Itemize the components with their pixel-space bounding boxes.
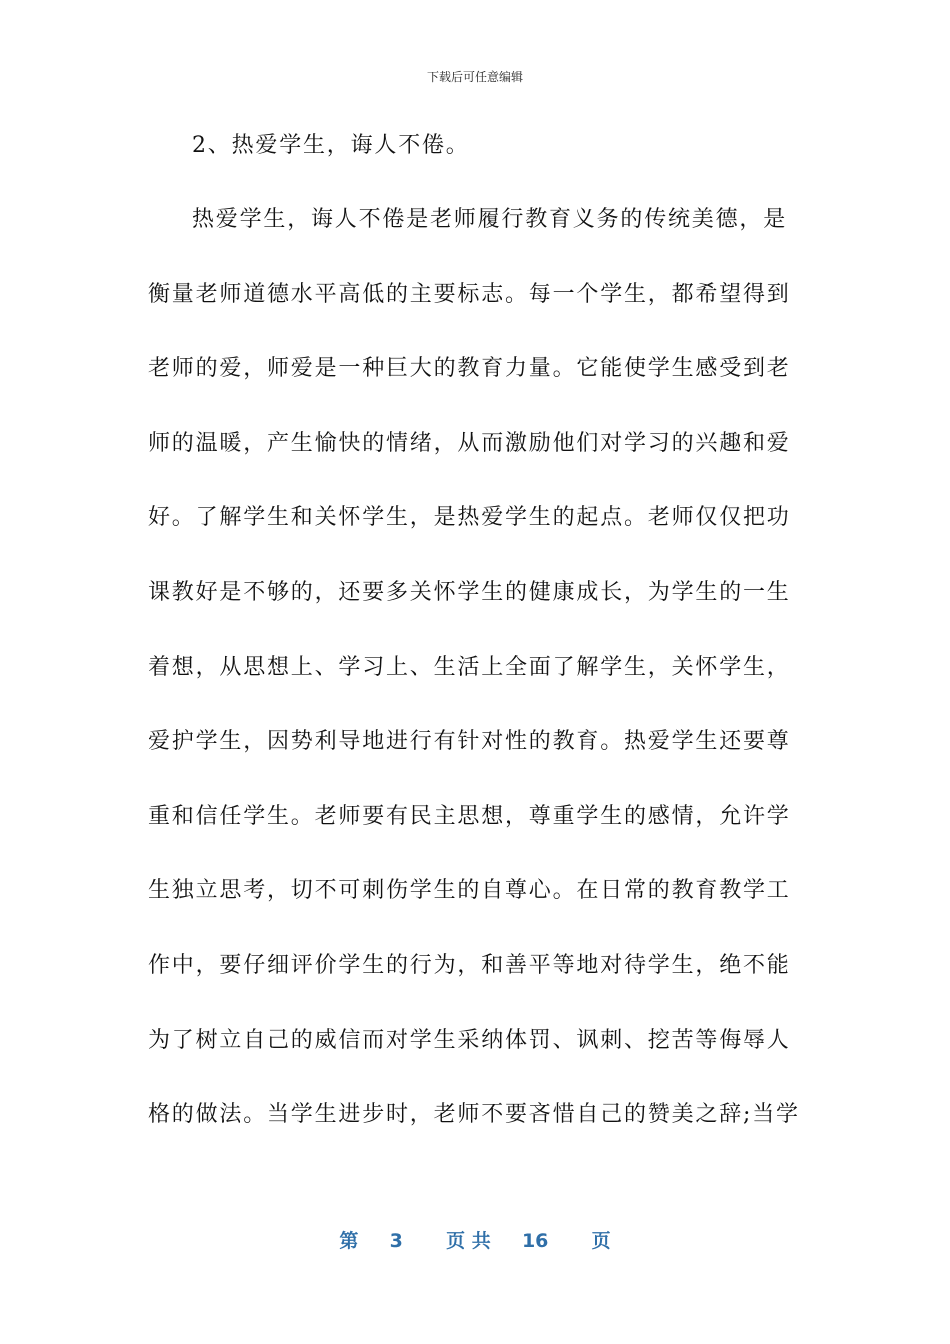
header-text: 下载后可任意编辑 [426,70,523,84]
paragraph-line: 为了树立自己的威信而对学生采纳体罚、讽刺、挖苦等侮辱人 [148,1027,791,1053]
paragraph-line: 着想，从思想上、学习上、生活上全面了解学生，关怀学生， [148,654,791,680]
paragraph-line: 爱护学生，因势利导地进行有针对性的教育。热爱学生还要尊 [148,729,791,755]
page-header [0,68,950,85]
section-heading: 2、热爱学生，诲人不倦。 [192,133,470,158]
footer-prefix: 第 [339,1230,359,1252]
footer-suffix: 页 [591,1230,611,1252]
paragraph-line: 热爱学生，诲人不倦是老师履行教育义务的传统美德，是 [192,207,788,232]
paragraph-line: 好。了解学生和关怀学生，是热爱学生的起点。老师仅仅把功 [148,505,791,531]
paragraph-line: 格的做法。当学生进步时，老师不要吝惜自己的赞美之辞;当学 [148,1102,800,1128]
total-pages-number: 16 [521,1230,549,1252]
paragraph-line: 衡量老师道德水平高低的主要标志。每一个学生，都希望得到 [148,281,791,307]
paragraph-line: 生独立思考，切不可刺伤学生的自尊心。在日常的教育教学工 [148,878,791,904]
document-body [148,122,804,1166]
paragraph-line: 老师的爱，师爱是一种巨大的教育力量。它能使学生感受到老 [148,356,791,382]
paragraph-line: 师的温暖，产生愉快的情绪，从而激励他们对学习的兴趣和爱 [148,430,791,456]
paragraph-line: 作中，要仔细评价学生的行为，和善平等地对待学生，绝不能 [148,952,791,978]
footer-middle: 页 共 [446,1230,491,1252]
page-footer [0,1226,950,1253]
current-page-number: 3 [389,1230,403,1252]
paragraph-line: 重和信任学生。老师要有民主思想，尊重学生的感情，允许学 [148,803,791,829]
paragraph-line: 课教好是不够的，还要多关怀学生的健康成长，为学生的一生 [148,579,791,605]
